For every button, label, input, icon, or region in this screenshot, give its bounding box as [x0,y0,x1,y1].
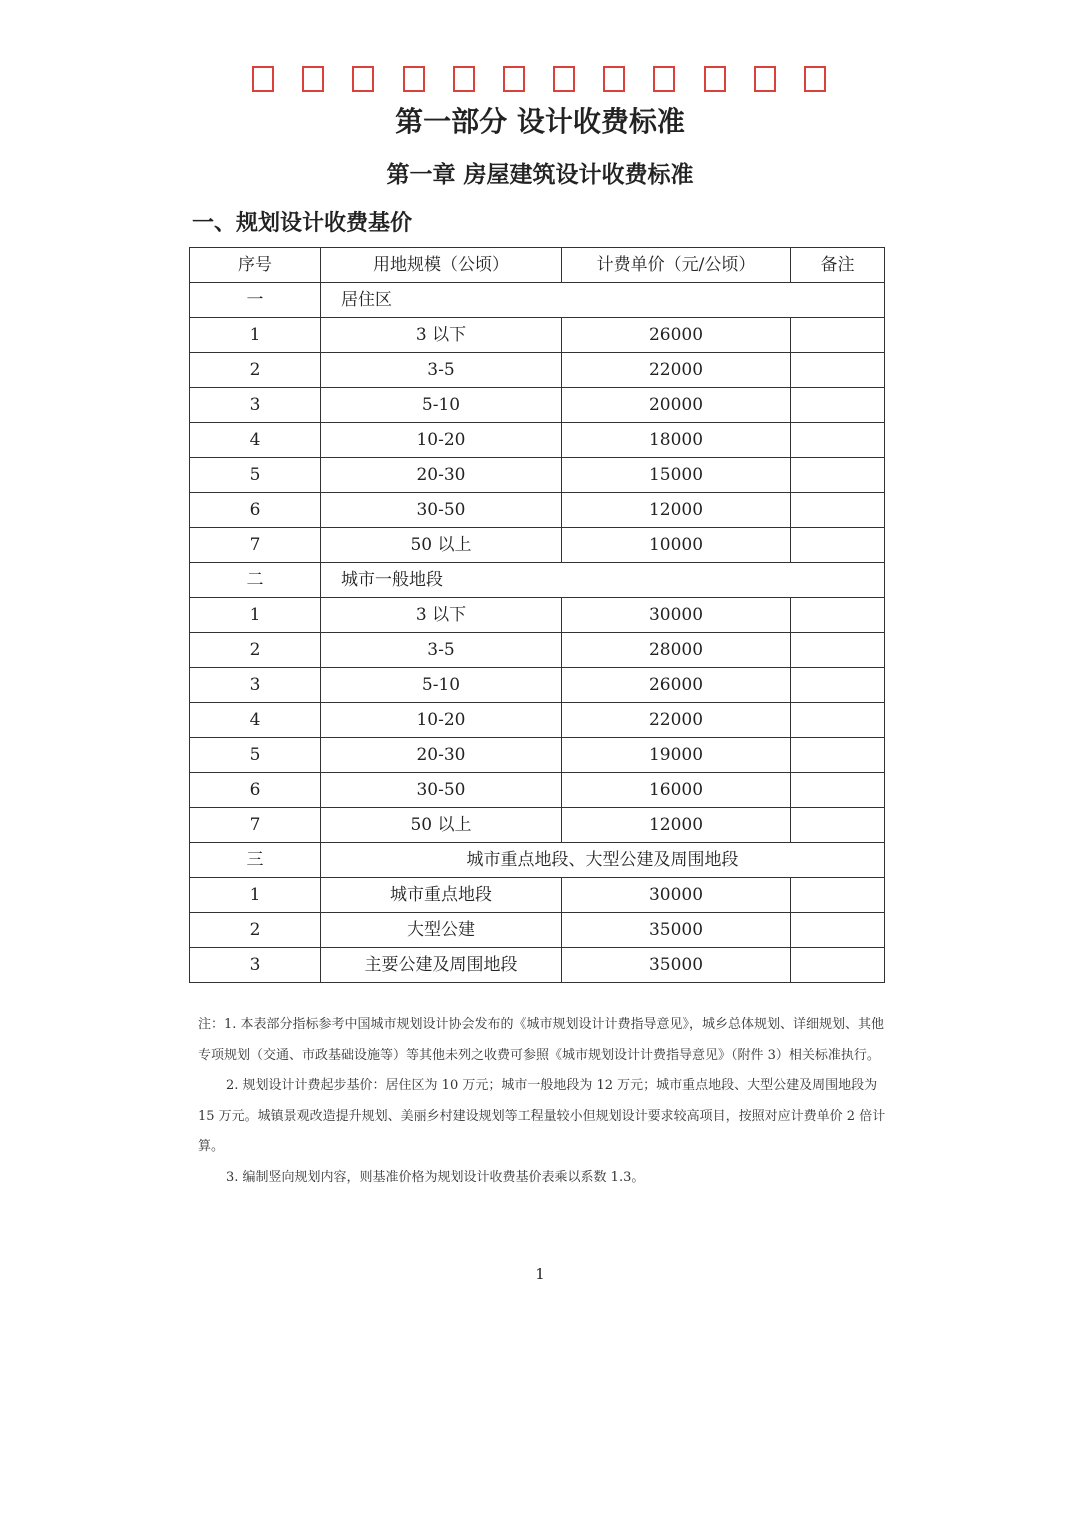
section-title: 一、规划设计收费基价 [192,210,413,236]
group-name-cell: 城市一般地段 [321,563,885,598]
row-price-cell: 30000 [562,598,791,633]
row-remark-cell [791,493,885,528]
red-mark-box [252,66,274,92]
row-scale-cell: 城市重点地段 [321,878,562,913]
row-price-cell: 30000 [562,878,791,913]
fee-table [189,247,885,983]
row-scale-cell: 20-30 [321,738,562,773]
red-mark-box [603,66,625,92]
red-mark-box [302,66,324,92]
table-row [190,423,885,458]
row-scale-cell: 5-10 [321,388,562,423]
row-price-cell: 16000 [562,773,791,808]
row-price-cell: 28000 [562,633,791,668]
group-name-cell: 城市重点地段、大型公建及周围地段 [321,843,885,878]
row-no-cell: 5 [190,738,321,773]
row-scale-cell: 10-20 [321,423,562,458]
row-scale-cell: 3-5 [321,633,562,668]
page-number: 1 [535,1265,545,1283]
row-price-cell: 35000 [562,913,791,948]
table-header-row [190,248,885,283]
table-row [190,948,885,983]
row-no-cell: 6 [190,773,321,808]
row-no-cell: 1 [190,598,321,633]
row-no-cell: 4 [190,423,321,458]
row-remark-cell [791,668,885,703]
table-row [190,878,885,913]
header-cell-index: 序号 [190,248,321,283]
table-row [190,528,885,563]
row-no-cell: 6 [190,493,321,528]
row-scale-cell: 大型公建 [321,913,562,948]
row-remark-cell [791,808,885,843]
group-index-cell: 二 [190,563,321,598]
row-scale-cell: 10-20 [321,703,562,738]
row-price-cell: 12000 [562,808,791,843]
row-price-cell: 22000 [562,703,791,738]
table-body [190,283,885,983]
row-price-cell: 18000 [562,423,791,458]
row-no-cell: 2 [190,913,321,948]
table-row [190,318,885,353]
row-scale-cell: 20-30 [321,458,562,493]
row-remark-cell [791,388,885,423]
row-remark-cell [791,353,885,388]
table-row [190,598,885,633]
header-red-marks [252,66,826,96]
red-mark-box [553,66,575,92]
red-mark-box [403,66,425,92]
row-no-cell: 5 [190,458,321,493]
row-price-cell: 19000 [562,738,791,773]
row-scale-cell: 50 以上 [321,528,562,563]
part-title: 第一部分 设计收费标准 [395,105,685,138]
row-scale-cell: 30-50 [321,773,562,808]
row-remark-cell [791,633,885,668]
row-scale-cell: 30-50 [321,493,562,528]
row-remark-cell [791,913,885,948]
row-price-cell: 22000 [562,353,791,388]
table-row [190,773,885,808]
chapter-title: 第一章 房屋建筑设计收费标准 [386,161,694,188]
red-mark-box [704,66,726,92]
table-group-row [190,843,885,878]
row-no-cell: 3 [190,388,321,423]
row-remark-cell [791,878,885,913]
row-price-cell: 35000 [562,948,791,983]
red-mark-box [503,66,525,92]
table-row [190,738,885,773]
header-cell-remark: 备注 [791,248,885,283]
notes [198,1010,888,1193]
group-name-cell: 居住区 [321,283,885,318]
red-mark-box [453,66,475,92]
row-no-cell: 4 [190,703,321,738]
table-row [190,388,885,423]
row-price-cell: 20000 [562,388,791,423]
row-scale-cell: 主要公建及周围地段 [321,948,562,983]
row-no-cell: 1 [190,318,321,353]
row-no-cell: 3 [190,948,321,983]
row-remark-cell [791,318,885,353]
red-mark-box [754,66,776,92]
row-price-cell: 26000 [562,318,791,353]
row-no-cell: 2 [190,353,321,388]
header-cell-scale: 用地规模（公顷） [321,248,562,283]
row-price-cell: 26000 [562,668,791,703]
red-mark-box [352,66,374,92]
row-no-cell: 2 [190,633,321,668]
red-mark-box [804,66,826,92]
row-remark-cell [791,703,885,738]
row-scale-cell: 5-10 [321,668,562,703]
table-row [190,493,885,528]
row-remark-cell [791,423,885,458]
table-row [190,458,885,493]
group-index-cell: 三 [190,843,321,878]
table-row [190,913,885,948]
row-no-cell: 7 [190,808,321,843]
row-remark-cell [791,458,885,493]
table-row [190,633,885,668]
row-remark-cell [791,948,885,983]
row-price-cell: 10000 [562,528,791,563]
group-index-cell: 一 [190,283,321,318]
row-no-cell: 3 [190,668,321,703]
table-group-row [190,563,885,598]
row-scale-cell: 3-5 [321,353,562,388]
row-remark-cell [791,738,885,773]
row-remark-cell [791,773,885,808]
table-row [190,703,885,738]
note-2: 2. 规划设计计费起步基价：居住区为 10 万元；城市一般地段为 12 万元；城市重点地段、大型公建及周围地段为 15 万元。城镇景观改造提升规划、美丽乡村建设规划等工程量较小但规划设计要求较高项目，按照对应计费单价 2 倍计算。 [198,1078,886,1154]
table-row [190,353,885,388]
row-remark-cell [791,598,885,633]
header-cell-price: 计费单价（元/公顷） [562,248,791,283]
row-scale-cell: 3 以下 [321,598,562,633]
note-1: 注：1. 本表部分指标参考中国城市规划设计协会发布的《城市规划设计计费指导意见》，城乡总体规划、详细规划、其他专项规划（交通、市政基础设施等）等其他未列之收费可参照《城市规划设计计费指导意见》（附件 3）相关标准执行。 [198,1017,885,1063]
red-mark-box [653,66,675,92]
row-price-cell: 12000 [562,493,791,528]
table-row [190,668,885,703]
row-scale-cell: 50 以上 [321,808,562,843]
row-remark-cell [791,528,885,563]
table-row [190,808,885,843]
row-scale-cell: 3 以下 [321,318,562,353]
table-group-row [190,283,885,318]
row-price-cell: 15000 [562,458,791,493]
row-no-cell: 1 [190,878,321,913]
note-3: 3. 编制竖向规划内容，则基准价格为规划设计收费基价表乘以系数 1.3。 [226,1169,645,1185]
row-no-cell: 7 [190,528,321,563]
